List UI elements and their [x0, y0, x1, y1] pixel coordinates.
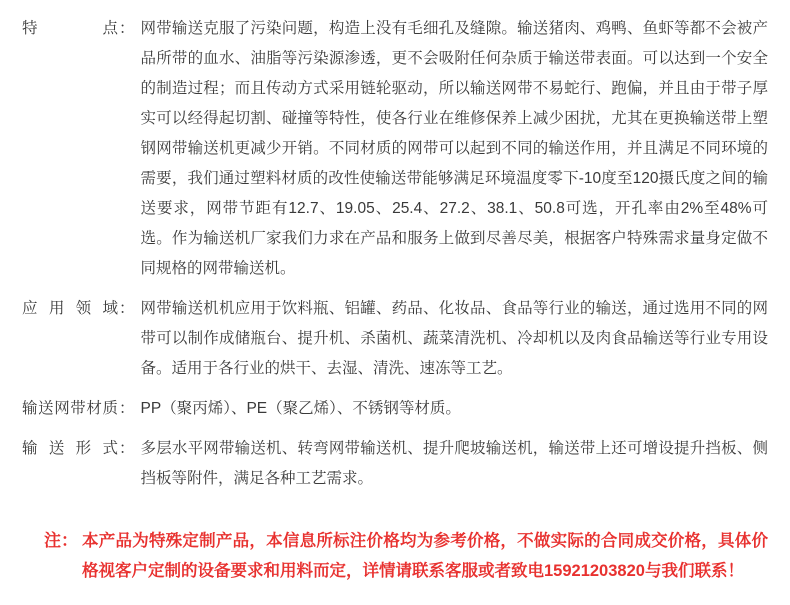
spec-row [22, 14, 768, 284]
spec-label: 输送网带材质 [22, 400, 118, 417]
spec-row [22, 294, 768, 384]
spec-label-wrap [22, 294, 135, 324]
spec-row [22, 394, 768, 424]
spec-label-wrap [22, 434, 135, 464]
spec-row [22, 434, 768, 494]
spec-colon: ： [119, 440, 135, 457]
spec-label-wrap [22, 394, 135, 424]
note-text: 本产品为特殊定制产品，本信息所标注价格均为参考价格，不做实际的合同成交价格，具体价格视客户定制的设备要求和用料而定，详情请联系客服或者致电15921203820与我们联系！ [82, 532, 768, 580]
note-label: 注： [44, 531, 78, 550]
spec-value: 网带输送机机应用于饮料瓶、铝罐、药品、化妆品、食品等行业的输送，通过选用不同的网带可以制作成储瓶台、提升机、杀菌机、蔬菜清洗机、冷却机以及肉食品输送等行业专用设备。适用于各行业的烘干、去湿、清洗、速冻等工艺。 [140, 300, 768, 377]
spec-value: PP（聚丙烯）、PE（聚乙烯）、不锈钢等材质。 [140, 400, 461, 417]
note-block [22, 526, 768, 586]
spec-colon: ： [119, 300, 135, 317]
spec-colon: ： [119, 400, 135, 417]
spec-label: 应用领域 [22, 300, 118, 317]
spec-label: 输送形式 [22, 440, 118, 457]
spec-colon: ： [119, 20, 135, 37]
spec-label: 特点 [22, 20, 118, 37]
spec-value: 网带输送克服了污染问题，构造上没有毛细孔及缝隙。输送猪肉、鸡鸭、鱼虾等都不会被产品所带的血水、油脂等污染源渗透，更不会吸附任何杂质于输送带表面。可以达到一个安全的制造过程；而且传动方式采用链轮驱动，所以输送网带不易蛇行、跑偏，并且由于带子厚实可以经得起切割、碰撞等特性，使各行业在维修保养上减少困扰，尤其在更换输送带上塑钢网带输送机更减少开销。不同材质的网带可以起到不同的输送作用，并且满足不同环境的需要，我们通过塑料材质的改性使输送带能够满足环境温度零下-10度至120摄氏度之间的输送要求，网带节距有12.7、19.05、25.4、27.2、38.1、50.8可选，开孔率由2%至48%可选。作为输送机厂家我们力求在产品和服务上做到尽善尽美，根据客户特殊需求量身定做不同规格的网带输送机。 [140, 20, 768, 277]
spec-label-wrap [22, 14, 135, 44]
spec-value: 多层水平网带输送机、转弯网带输送机、提升爬坡输送机，输送带上还可增设提升挡板、侧挡板等附件，满足各种工艺需求。 [140, 440, 768, 487]
bottom-spacer [22, 586, 768, 598]
